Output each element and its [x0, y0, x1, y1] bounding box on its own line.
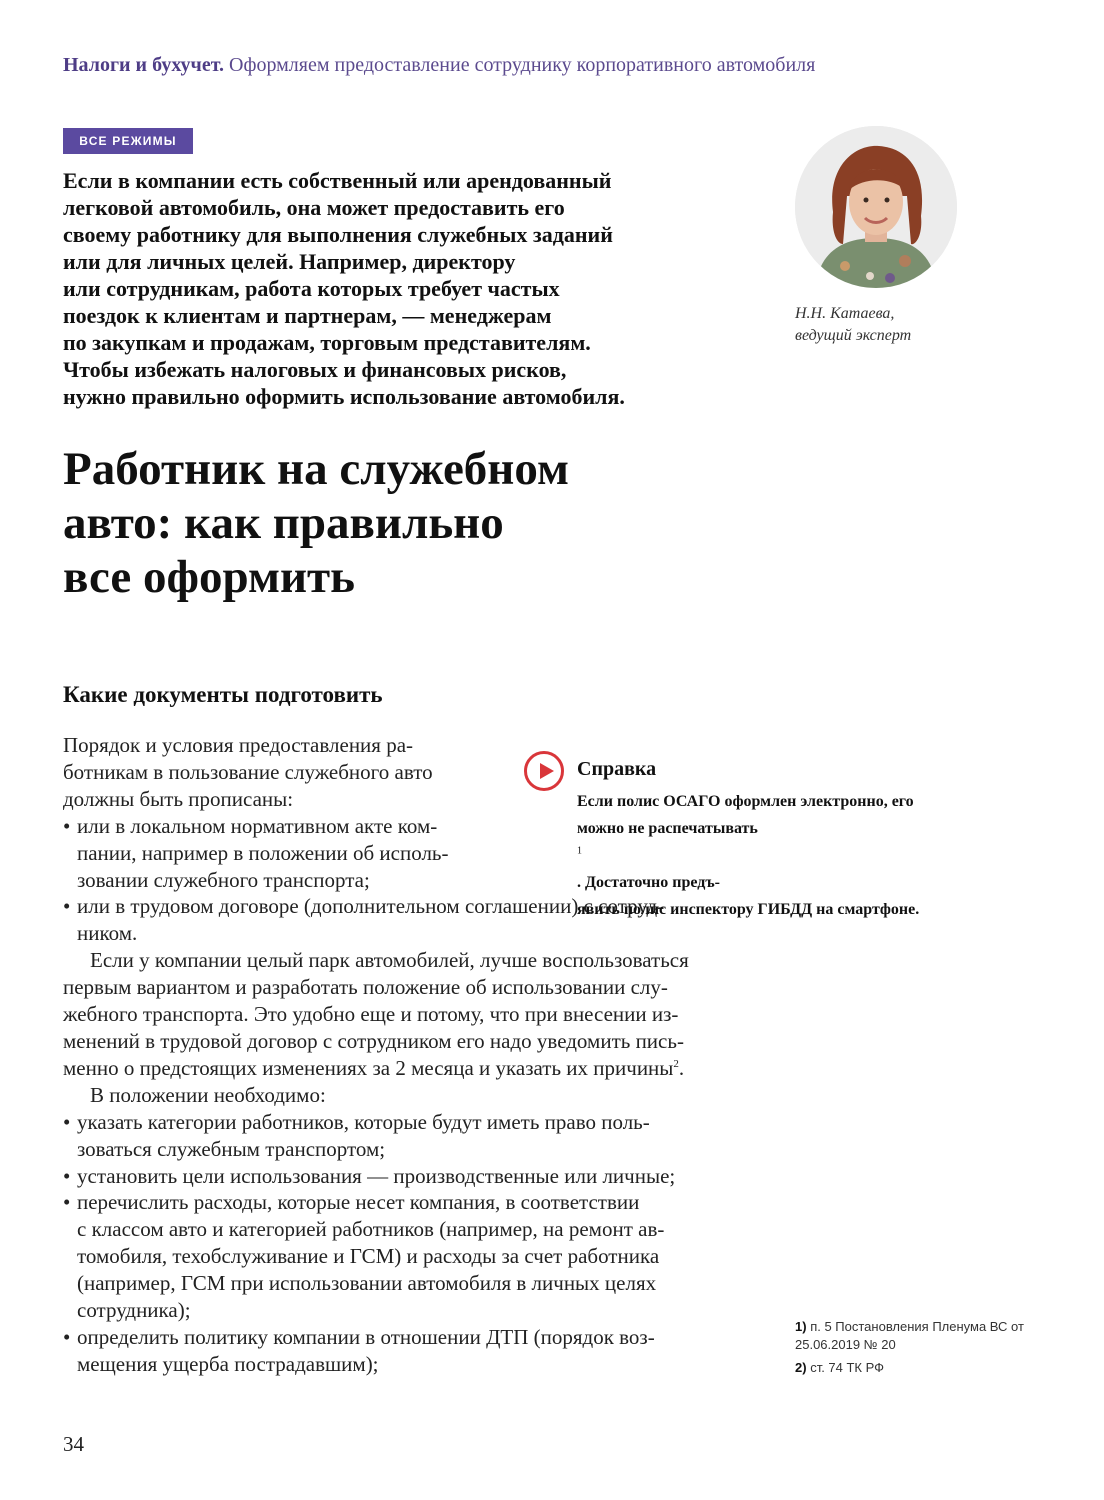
lead-line: или сотрудникам, работа которых требует частых	[63, 276, 560, 301]
footnote-text: ст. 74 ТК РФ	[810, 1360, 885, 1375]
list-item: • или в локальном нормативном акте ком-	[63, 813, 743, 840]
list-item-continuation: (например, ГСМ при использовании автомобиля в личных целях	[77, 1271, 657, 1296]
reference-text	[577, 788, 1007, 923]
footnote-text: п. 5 Постановления Пленума ВС от 25.06.2019 № 20	[795, 1319, 1024, 1352]
lead-line: поездок к клиентам и партнерам, — менеджерам	[63, 303, 552, 328]
list-item-continuation: зоваться служебным транспортом;	[77, 1136, 386, 1161]
play-icon	[524, 751, 564, 791]
title-line: авто: как правильно	[63, 497, 504, 549]
body-line: менно о предстоящих изменениях за 2 месяца и указать их причины	[63, 1055, 674, 1080]
article-title	[63, 442, 783, 604]
list-item: • или в трудовом договоре (дополнительном соглашении) с сотруд-	[63, 893, 743, 920]
list-item: • перечислить расходы, которые несет компания, в соответствии	[63, 1189, 743, 1216]
lead-line: своему работнику для выполнения служебных заданий	[63, 222, 613, 247]
list-item: • указать категории работников, которые будут иметь право поль-	[63, 1109, 743, 1136]
section-heading: Какие документы подготовить	[63, 682, 383, 707]
section-name: Налоги и бухучет.	[63, 54, 225, 76]
footnote-mark: 2	[673, 1057, 679, 1070]
reference-line: можно не распечатывать	[577, 820, 758, 837]
body-line: первым вариантом и разработать положение об использовании слу-	[63, 975, 668, 1000]
title-line: Работник на служебном	[63, 443, 570, 495]
reference-line: явить полис инспектору ГИБДД на смартфоне.	[577, 901, 920, 918]
footnote-number: 2)	[795, 1360, 807, 1375]
lead-paragraph	[63, 167, 763, 410]
list-item-continuation: томобиля, техобслуживание и ГСМ) и расходы за счет работника	[77, 1244, 660, 1269]
list-item: • установить цели использования — производственные или личные;	[63, 1163, 743, 1190]
title-line: все оформить	[63, 551, 355, 603]
lead-line: нужно правильно оформить использование автомобиля.	[63, 384, 625, 409]
body-line: менений в трудовой договор с сотрудником его надо уведомить пись-	[63, 1028, 684, 1053]
body-line: Порядок и условия предоставления ра-	[63, 733, 414, 757]
author-caption	[795, 303, 911, 347]
lead-line: Если в компании есть собственный или арендованный	[63, 168, 612, 193]
author-name: Н.Н. Катаева,	[795, 305, 895, 322]
tax-regime-badge: ВСЕ РЕЖИМЫ	[63, 128, 193, 154]
lead-line: Чтобы избежать налоговых и финансовых рисков,	[63, 357, 567, 382]
author-photo	[795, 126, 957, 288]
list-item-continuation: пании, например в положении об исполь-	[77, 840, 449, 865]
running-head	[63, 54, 815, 77]
footnotes	[795, 1318, 1065, 1382]
body-line-with-footnote: менно о предстоящих изменениях за 2 месяца и указать их причины$^2$.	[63, 1055, 685, 1080]
reference-line-with-footnote	[577, 815, 1007, 896]
footnote-number: 1)	[795, 1319, 807, 1334]
lead-line: по закупкам и продажам, торговым представителям.	[63, 330, 591, 355]
body-line: Если у компании целый парк автомобилей, лучше воспользоваться	[90, 948, 689, 973]
body-line: должны быть прописаны:	[63, 786, 294, 811]
author-role: ведущий эксперт	[795, 327, 912, 344]
list-item-continuation: зовании служебного транспорта;	[77, 867, 370, 892]
list-item-continuation: ником.	[77, 921, 138, 946]
list-item-continuation: сотрудника);	[77, 1298, 191, 1323]
list-item: • определить политику компании в отношении ДТП (порядок воз-	[63, 1324, 743, 1351]
page-number: 34	[63, 1432, 84, 1456]
footnote	[795, 1318, 1065, 1354]
author-portrait-icon	[795, 126, 957, 288]
body-line: В положении необходимо:	[90, 1082, 326, 1107]
list-item-continuation: мещения ущерба пострадавшим);	[77, 1351, 379, 1376]
footnote-mark: 1	[577, 845, 582, 857]
reference-title: Справка	[577, 758, 657, 780]
body-line: ботникам в пользование служебного авто	[63, 759, 433, 784]
footnote	[795, 1359, 1065, 1377]
body-line: жебного транспорта. Это удобно еще и потому, что при внесении из-	[63, 1002, 679, 1027]
reference-line: . Достаточно предъ-	[577, 874, 720, 891]
article-topic: Оформляем предоставление сотруднику корпоративного автомобиля	[229, 54, 816, 76]
lead-line: или для личных целей. Например, директору	[63, 249, 516, 274]
list-item-continuation: с классом авто и категорией работников (например, на ремонт ав-	[77, 1217, 665, 1242]
reference-line: Если полис ОСАГО оформлен электронно, его	[577, 793, 914, 810]
lead-line: легковой автомобиль, она может предоставить его	[63, 195, 565, 220]
